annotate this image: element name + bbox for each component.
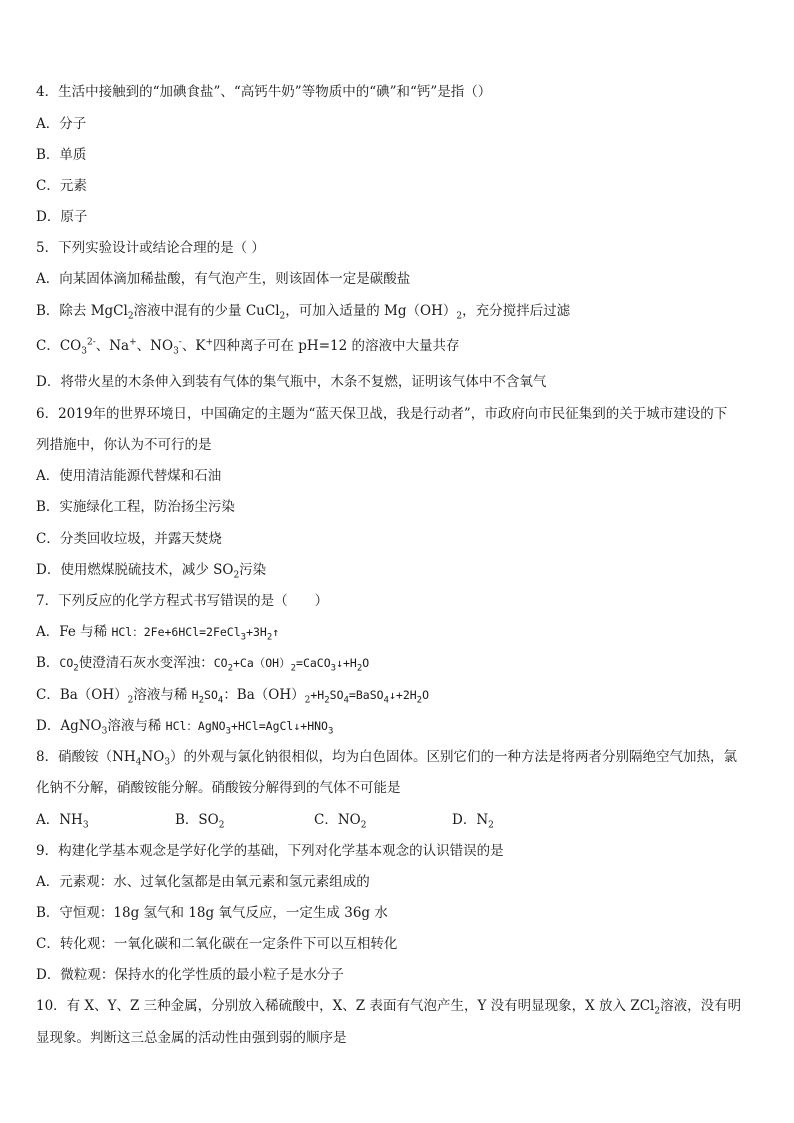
- question-8-option-c: C．$NO_2$: [314, 812, 367, 831]
- question-4-stem: 4．生活中接触到的“加碘食盐”、“高钙牛奶”等物质中的“碘”和“钙”是指（）: [36, 84, 492, 100]
- question-5-stem: 5．下列实验设计或结论合理的是（ ）: [36, 240, 265, 256]
- question-7-option-b: B．$CO_2$使澄清石灰水变浑浊：$CO_2+Ca(OH)_2=CaCO_3↓+H_2O$: [36, 655, 370, 674]
- question-7-option-d: D．AgNO$_3$溶液与稀 HCl：$AgNO_3+HCl=AgCl↓+HNO_3$: [36, 718, 334, 737]
- question-6-option-c: C．分类回收垃圾，并露天焚烧: [36, 531, 222, 547]
- question-8-option-a: A．$NH_3$: [36, 812, 89, 831]
- question-7-option-c: C．$Ba(OH)_2$溶液与稀 $H_2SO_4$：$Ba(OH)_2+H_2SO_4=BaSO_4↓+2H_2O$: [36, 687, 430, 706]
- question-4-option-b: B．单质: [36, 147, 87, 163]
- question-6-stem-line-1: 6．2019年的世界环境日，中国确定的主题为“蓝天保卫战，我是行动者”，市政府向市民征集到的关于城市建设的下: [36, 406, 728, 422]
- question-9-option-d: D．微粒观：保持水的化学性质的最小粒子是水分子: [36, 967, 344, 983]
- question-4-option-c: C．元素: [36, 178, 87, 194]
- question-6-option-d: D．使用燃煤脱硫技术，减少 $SO_2$污染: [36, 562, 267, 581]
- question-10-stem-line-1: 10．有 X、Y、Z 三种金属，分别放入稀硫酸中，X、Z 表面有气泡产生，Y 没有明显现象，X 放入 ZCl$_2$溶液，没有明: [36, 998, 742, 1017]
- question-5-option-b: B．除去 MgCl$_2$溶液中混有的少量 CuCl$_2$，可加入适量的 $Mg(OH)_2$，充分搅拌后过滤: [36, 303, 571, 322]
- question-6-option-a: A．使用清洁能源代替煤和石油: [36, 468, 222, 484]
- question-8-option-d: D．$N_2$: [452, 812, 494, 831]
- question-5-option-a: A．向某固体滴加稀盐酸，有气泡产生，则该固体一定是碳酸盐: [36, 271, 411, 287]
- question-8-option-b: B．$SO_2$: [175, 812, 225, 831]
- question-7-option-a: A．Fe 与稀 HCl：$2Fe+6HCl=2FeCl_3+3H_2↑$: [36, 624, 280, 643]
- question-9-stem: 9．构建化学基本观念是学好化学的基础，下列对化学基本观念的认识错误的是: [36, 843, 504, 859]
- question-6-option-b: B．实施绿化工程，防治扬尘污染: [36, 499, 235, 515]
- question-6-stem-line-2: 列措施中，你认为不可行的是: [36, 437, 212, 453]
- question-9-option-b: B．守恒观：18g 氢气和 18g 氧气反应，一定生成 36g 水: [36, 905, 388, 921]
- question-8-stem-line-2: 化钠不分解，硝酸铵能分解。硝酸铵分解得到的气体不可能是: [36, 780, 401, 796]
- question-8-stem-line-1: 8．硝酸铵$(NH_4NO_3)$的外观与氯化钠很相似，均为白色固体。区别它们的一种方法是将两者分别隔绝空气加热，氯: [36, 749, 738, 768]
- question-9-option-c: C．转化观：一氧化碳和二氧化碳在一定条件下可以互相转化: [36, 936, 398, 952]
- question-4-option-a: A．分子: [36, 116, 87, 132]
- question-7-stem: 7．下列反应的化学方程式书写错误的是（ ）: [36, 593, 329, 609]
- question-5-option-c: C．$CO_3^{2-}$、Na+、$NO_3^-$、K+四种离子可在 pH=12 的溶液中大量共存: [36, 337, 460, 357]
- question-5-option-d: D．将带火星的木条伸入到装有气体的集气瓶中，木条不复燃，证明该气体中不含氧气: [36, 374, 547, 390]
- question-9-option-a: A．元素观：水、过氧化氢都是由氧元素和氢元素组成的: [36, 874, 370, 890]
- question-10-stem-line-2: 显现象。判断这三总金属的活动性由强到弱的顺序是: [36, 1030, 347, 1046]
- question-4-option-d: D．原子: [36, 209, 88, 225]
